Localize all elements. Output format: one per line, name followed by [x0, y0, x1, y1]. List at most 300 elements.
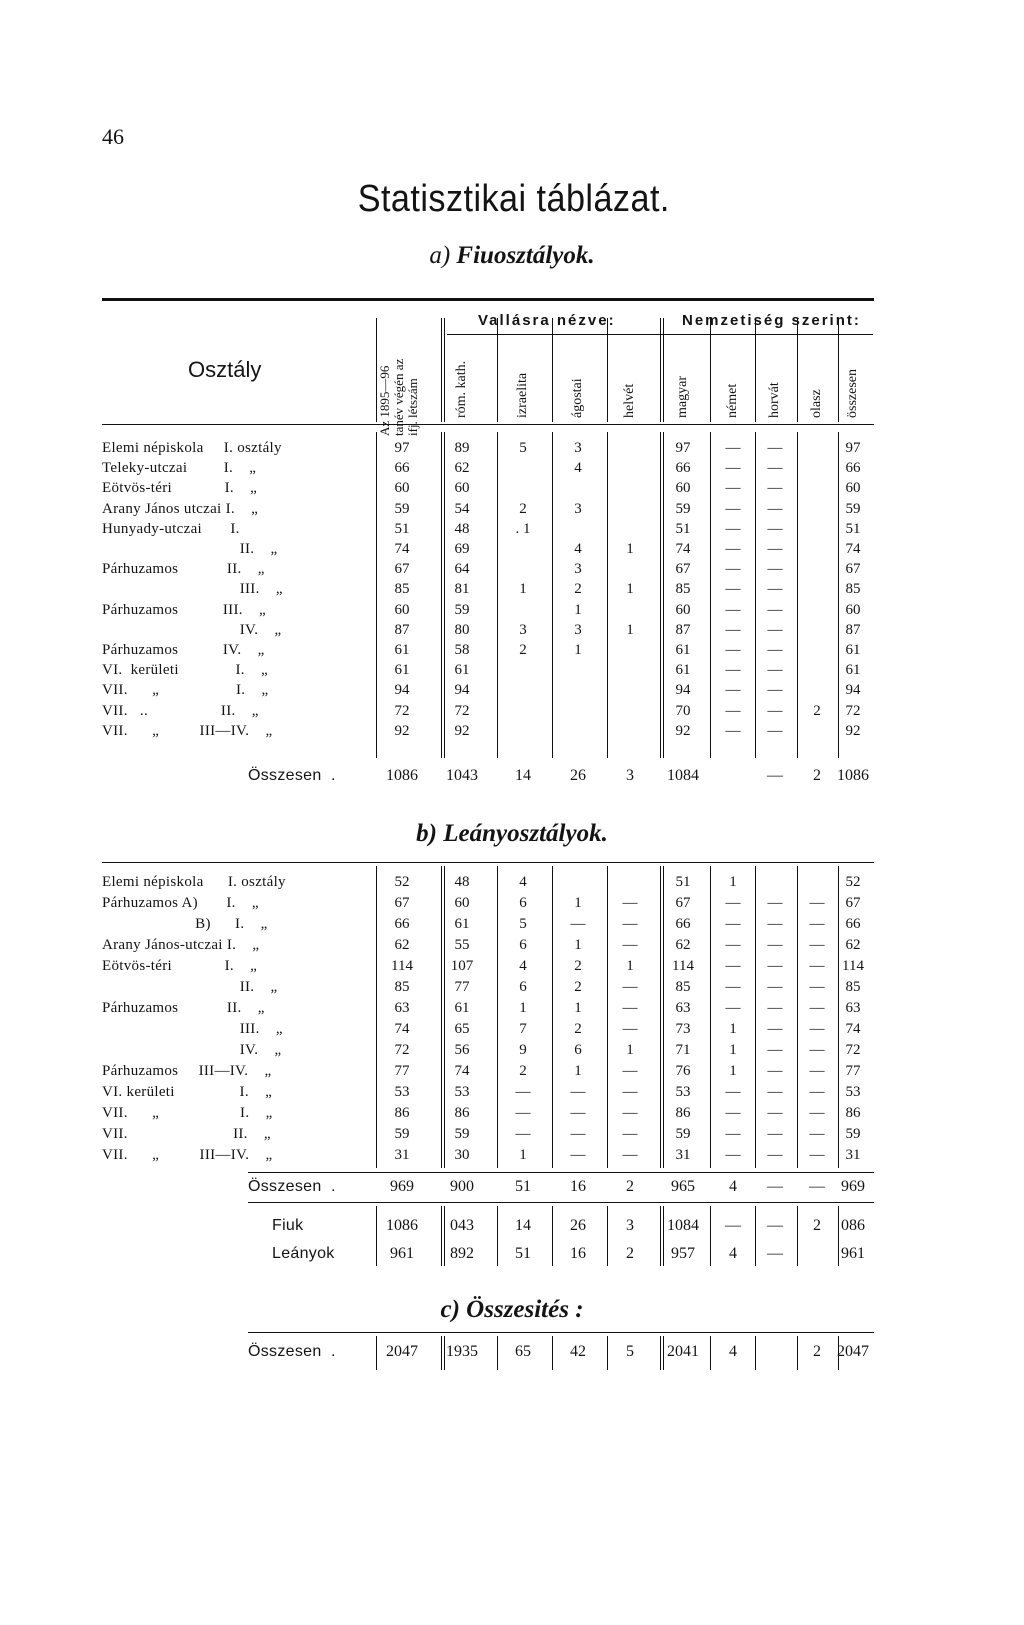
- cell-value: 61: [394, 642, 410, 658]
- cell-value: —: [767, 1063, 783, 1079]
- row-label: VII. „ III—IV. „: [102, 722, 273, 739]
- cell-value: 14: [515, 767, 531, 784]
- cell-value: 2: [519, 1063, 527, 1079]
- cell-value: —: [622, 895, 638, 911]
- cell-value: —: [570, 1147, 586, 1163]
- header-col-5: német: [725, 383, 740, 418]
- cell-value: 72: [845, 702, 861, 719]
- cell-value: 77: [394, 1063, 410, 1079]
- cell-value: 70: [675, 702, 691, 719]
- cell-value: 60: [675, 480, 691, 497]
- cell-value: 66: [675, 460, 691, 477]
- row-label: Hunyady-utczai I.: [102, 520, 240, 537]
- cell-value: 1935: [446, 1343, 478, 1360]
- table-row: [0, 519, 1024, 539]
- table-row: [0, 478, 1024, 498]
- cell-value: 2: [574, 958, 582, 974]
- cell-value: —: [725, 440, 741, 456]
- header-col-4: magyar: [675, 376, 690, 418]
- cell-value: 61: [454, 916, 470, 932]
- table-row: [0, 977, 1024, 997]
- header-separator: [376, 318, 377, 422]
- cell-value: 64: [454, 561, 470, 578]
- cell-value: 85: [394, 581, 410, 598]
- cell-value: —: [622, 1105, 638, 1121]
- cell-value: —: [622, 937, 638, 953]
- cell-value: 969: [841, 1178, 865, 1195]
- row-label: Elemi népiskola I. osztály: [102, 874, 286, 890]
- cell-value: —: [622, 1147, 638, 1163]
- girls-total-rule: [248, 1172, 874, 1173]
- cell-value: 30: [454, 1147, 470, 1163]
- cell-value: 9: [519, 1042, 527, 1058]
- cell-value: 67: [675, 895, 691, 911]
- cell-value: 59: [454, 601, 470, 618]
- cell-value: 63: [394, 1000, 410, 1016]
- cell-value: 67: [845, 895, 861, 911]
- cell-value: —: [767, 480, 783, 497]
- table-row: [0, 721, 1024, 741]
- cell-value: 87: [675, 621, 691, 638]
- row-label: Elemi népiskola I. osztály: [102, 440, 282, 456]
- table-row: [0, 893, 1024, 913]
- cell-value: —: [515, 1105, 531, 1121]
- cell-value: —: [767, 979, 783, 995]
- cell-value: 55: [454, 937, 470, 953]
- cell-value: 85: [845, 581, 861, 598]
- cell-value: 114: [391, 958, 413, 974]
- cell-value: —: [809, 895, 825, 911]
- cell-value: —: [725, 500, 741, 517]
- table-row: [0, 600, 1024, 620]
- header-enrollment-line: tanév végén az: [391, 358, 406, 436]
- cell-value: 48: [454, 874, 470, 890]
- cell-value: 53: [394, 1084, 410, 1100]
- cell-value: 94: [394, 682, 410, 699]
- header-enrollment-line: Az 1895—96: [377, 365, 392, 436]
- cell-value: 51: [515, 1245, 531, 1262]
- cell-value: 92: [845, 722, 861, 739]
- cell-value: —: [809, 1084, 825, 1100]
- row-label: III. „: [102, 1021, 283, 1037]
- cell-value: 86: [454, 1105, 470, 1121]
- row-label: Eötvös-téri I. „: [102, 480, 258, 497]
- cell-value: 26: [570, 767, 586, 784]
- cell-value: 4: [574, 460, 582, 477]
- cell-value: —: [809, 1000, 825, 1016]
- cell-value: 66: [845, 460, 861, 477]
- table-row: [0, 1019, 1024, 1039]
- cell-value: —: [725, 460, 741, 477]
- page-number: 46: [102, 124, 124, 149]
- cell-value: —: [767, 621, 783, 638]
- cell-value: 51: [394, 520, 410, 537]
- cell-value: —: [767, 895, 783, 911]
- cell-value: 62: [675, 937, 691, 953]
- row-label: Összesen .: [248, 1343, 336, 1360]
- cell-value: 043: [450, 1217, 474, 1234]
- table-row: [0, 660, 1024, 680]
- cell-value: —: [725, 1084, 741, 1100]
- cell-value: 2047: [386, 1343, 418, 1360]
- section-c-heading: [0, 1296, 1024, 1324]
- row-label: VII. „ III—IV. „: [102, 1147, 273, 1163]
- cell-value: 51: [675, 874, 691, 890]
- cell-value: —: [809, 1178, 825, 1195]
- cell-value: —: [767, 561, 783, 578]
- cell-value: 72: [394, 702, 410, 719]
- table-row: [0, 1244, 1024, 1264]
- cell-value: 16: [570, 1178, 586, 1195]
- cell-value: 1: [574, 1000, 582, 1016]
- cell-value: —: [725, 895, 741, 911]
- cell-value: 86: [675, 1105, 691, 1121]
- cell-value: 16: [570, 1245, 586, 1262]
- cell-value: —: [809, 937, 825, 953]
- cell-value: 31: [675, 1147, 691, 1163]
- cell-value: 1: [729, 1063, 737, 1079]
- row-label: VII. „ I. „: [102, 682, 269, 699]
- cell-value: 6: [519, 979, 527, 995]
- cell-value: 86: [394, 1105, 410, 1121]
- cell-value: —: [725, 1000, 741, 1016]
- cell-value: —: [725, 702, 741, 719]
- cell-value: 086: [841, 1217, 865, 1234]
- header-col-1: izraelita: [515, 372, 530, 418]
- row-label: VI. kerületi I. „: [102, 662, 268, 679]
- cell-value: 61: [675, 662, 691, 679]
- cell-value: 60: [454, 895, 470, 911]
- table-row: [0, 499, 1024, 519]
- table-row: [0, 1103, 1024, 1123]
- cell-value: 85: [394, 979, 410, 995]
- cell-value: 1: [729, 874, 737, 890]
- cell-value: 1: [626, 621, 634, 638]
- cell-value: —: [725, 722, 741, 739]
- cell-value: 53: [675, 1084, 691, 1100]
- cell-value: 92: [675, 722, 691, 739]
- section-a-letter: a): [429, 242, 451, 269]
- cell-value: —: [570, 1105, 586, 1121]
- table-row: [0, 701, 1024, 721]
- cell-value: 1043: [446, 767, 478, 784]
- cell-value: 1: [574, 895, 582, 911]
- header-nationality-group: Nemzetiség szerint:: [682, 312, 861, 329]
- cell-value: 2: [574, 1021, 582, 1037]
- cell-value: 62: [845, 937, 861, 953]
- cell-value: 2041: [667, 1343, 699, 1360]
- row-label: Fiuk: [272, 1217, 304, 1234]
- cell-value: 2: [813, 1217, 821, 1234]
- table-row: [0, 680, 1024, 700]
- cell-value: —: [767, 1000, 783, 1016]
- cell-value: 94: [845, 682, 861, 699]
- cell-value: 5: [626, 1343, 634, 1360]
- table-row: [0, 998, 1024, 1018]
- cell-value: —: [725, 642, 741, 658]
- header-col-7: olasz: [809, 389, 824, 418]
- cell-value: —: [767, 642, 783, 658]
- cell-value: —: [725, 480, 741, 497]
- cell-value: 59: [394, 500, 410, 517]
- cell-value: 53: [454, 1084, 470, 1100]
- cell-value: 60: [454, 480, 470, 497]
- cell-value: 4: [519, 874, 527, 890]
- cell-value: 66: [394, 460, 410, 477]
- cell-value: 73: [675, 1021, 691, 1037]
- cell-value: 58: [454, 642, 470, 658]
- cell-value: 1: [626, 958, 634, 974]
- row-label: Leányok: [272, 1245, 335, 1262]
- cell-value: 1: [626, 581, 634, 598]
- row-label: Arany János-utczai I. „: [102, 937, 260, 953]
- cell-value: 60: [675, 601, 691, 618]
- cell-value: 5: [519, 440, 527, 456]
- row-label: Összesen .: [248, 767, 336, 784]
- cell-value: —: [767, 682, 783, 699]
- cell-value: 2: [813, 702, 821, 719]
- cell-value: —: [725, 1217, 741, 1234]
- table-row: [0, 579, 1024, 599]
- cell-value: 1: [519, 581, 527, 598]
- header-group-rule: [447, 334, 873, 335]
- cell-value: —: [725, 682, 741, 699]
- cell-value: —: [622, 1126, 638, 1142]
- cell-value: 1: [574, 937, 582, 953]
- cell-value: 3: [574, 500, 582, 517]
- section-b-title: Leányosztályok.: [443, 820, 608, 847]
- cell-value: 892: [450, 1245, 474, 1262]
- cell-value: 1: [574, 601, 582, 618]
- row-label: Összesen .: [248, 1178, 336, 1195]
- cell-value: —: [622, 1021, 638, 1037]
- section-b-heading: [0, 820, 1024, 848]
- cell-value: 59: [675, 500, 691, 517]
- table-row: [0, 1216, 1024, 1236]
- row-label: II. „: [102, 541, 278, 557]
- header-osztaly: Osztály: [188, 357, 262, 382]
- cell-value: 69: [454, 541, 470, 557]
- table-row: [0, 458, 1024, 478]
- cell-value: 1086: [386, 1217, 418, 1234]
- cell-value: —: [767, 702, 783, 719]
- cell-value: 60: [845, 480, 861, 497]
- cell-value: 74: [454, 1063, 470, 1079]
- cell-value: 52: [394, 874, 410, 890]
- cell-value: 62: [394, 937, 410, 953]
- cell-value: —: [767, 1217, 783, 1234]
- table-row: [0, 914, 1024, 934]
- cell-value: 48: [454, 520, 470, 537]
- cell-value: 87: [394, 621, 410, 638]
- cell-value: 74: [845, 541, 861, 557]
- cell-value: 1084: [667, 1217, 699, 1234]
- cell-value: —: [767, 1021, 783, 1037]
- cell-value: 66: [394, 916, 410, 932]
- cell-value: 2: [813, 767, 821, 784]
- cell-value: 66: [675, 916, 691, 932]
- cell-value: 1: [519, 1147, 527, 1163]
- cell-value: 74: [845, 1021, 861, 1037]
- cell-value: —: [767, 1084, 783, 1100]
- cell-value: 97: [394, 440, 410, 456]
- cell-value: 59: [675, 1126, 691, 1142]
- cell-value: —: [622, 1084, 638, 1100]
- cell-value: 969: [390, 1178, 414, 1195]
- cell-value: 2: [813, 1343, 821, 1360]
- cell-value: 6: [574, 1042, 582, 1058]
- cell-value: —: [570, 1126, 586, 1142]
- cell-value: 94: [675, 682, 691, 699]
- row-label: Párhuzamos II. „: [102, 1000, 265, 1016]
- row-label: VII. II. „: [102, 1126, 271, 1142]
- cell-value: 60: [394, 601, 410, 618]
- cell-value: —: [767, 520, 783, 537]
- cell-value: —: [809, 1042, 825, 1058]
- cell-value: 71: [675, 1042, 691, 1058]
- cell-value: —: [725, 520, 741, 537]
- table-row: [0, 438, 1024, 458]
- cell-value: 77: [454, 979, 470, 995]
- cell-value: 61: [454, 1000, 470, 1016]
- header-col-6: horvát: [767, 382, 782, 418]
- cell-value: 7: [519, 1021, 527, 1037]
- cell-value: —: [809, 1126, 825, 1142]
- row-label: Párhuzamos A) I. „: [102, 895, 259, 911]
- cell-value: 67: [675, 561, 691, 578]
- table-row: [0, 1177, 1024, 1197]
- cell-value: —: [725, 1105, 741, 1121]
- cell-value: 900: [450, 1178, 474, 1195]
- cell-value: 4: [729, 1245, 737, 1262]
- cell-value: —: [725, 541, 741, 557]
- cell-value: —: [725, 958, 741, 974]
- row-label: VII. .. II. „: [102, 702, 259, 719]
- cell-value: —: [809, 1021, 825, 1037]
- cell-value: 60: [845, 601, 861, 618]
- cell-value: —: [622, 979, 638, 995]
- cell-value: 56: [454, 1042, 470, 1058]
- cell-value: 3: [574, 561, 582, 578]
- cell-value: 26: [570, 1217, 586, 1234]
- cell-value: 5: [519, 916, 527, 932]
- cell-value: —: [767, 1042, 783, 1058]
- row-label: III. „: [102, 581, 283, 598]
- table-row: [0, 1040, 1024, 1060]
- cell-value: —: [622, 1063, 638, 1079]
- cell-value: 89: [454, 440, 470, 456]
- row-label: Párhuzamos III. „: [102, 601, 266, 618]
- table-row: [0, 640, 1024, 660]
- table-row: [0, 1061, 1024, 1081]
- cell-value: 1: [519, 1000, 527, 1016]
- cell-value: —: [725, 581, 741, 598]
- header-top-rule: [102, 298, 874, 301]
- cell-value: 1: [574, 642, 582, 658]
- cell-value: 65: [454, 1021, 470, 1037]
- cell-value: 1: [729, 1042, 737, 1058]
- cell-value: 31: [845, 1147, 861, 1163]
- row-label: Arany János utczai I. „: [102, 500, 259, 517]
- cell-value: 1: [729, 1021, 737, 1037]
- row-label: Párhuzamos III—IV. „: [102, 1063, 272, 1079]
- table-row: [0, 1145, 1024, 1165]
- cell-value: 94: [454, 682, 470, 699]
- header-bottom-rule: [102, 424, 874, 425]
- cell-value: —: [767, 460, 783, 477]
- cell-value: —: [570, 1084, 586, 1100]
- row-label: Párhuzamos IV. „: [102, 642, 265, 658]
- cell-value: —: [725, 937, 741, 953]
- row-label: IV. „: [102, 1042, 282, 1058]
- cell-value: 31: [394, 1147, 410, 1163]
- cell-value: 107: [450, 958, 474, 974]
- header-col-3: helvét: [622, 383, 637, 418]
- cell-value: 3: [626, 767, 634, 784]
- cell-value: 114: [672, 958, 694, 974]
- cell-value: 4: [729, 1178, 737, 1195]
- cell-value: 67: [394, 895, 410, 911]
- cell-value: —: [809, 916, 825, 932]
- cell-value: 1084: [667, 767, 699, 784]
- cell-value: 61: [675, 642, 691, 658]
- cell-value: 85: [675, 581, 691, 598]
- cell-value: 4: [729, 1343, 737, 1360]
- cell-value: 42: [570, 1343, 586, 1360]
- row-label: Eötvös-téri I. „: [102, 958, 258, 974]
- cell-value: 63: [845, 1000, 861, 1016]
- cell-value: 961: [390, 1245, 414, 1262]
- cell-value: 61: [845, 662, 861, 679]
- cell-value: 72: [394, 1042, 410, 1058]
- row-label: IV. „: [102, 621, 282, 638]
- cell-value: 67: [845, 561, 861, 578]
- row-label: II. „: [102, 979, 278, 995]
- cell-value: —: [725, 916, 741, 932]
- cell-value: —: [809, 979, 825, 995]
- cell-value: 1: [574, 1063, 582, 1079]
- cell-value: 51: [515, 1178, 531, 1195]
- section-b-letter: b): [416, 820, 437, 847]
- cell-value: 59: [845, 500, 861, 517]
- cell-value: —: [622, 1000, 638, 1016]
- cell-value: 4: [574, 541, 582, 557]
- cell-value: —: [767, 1126, 783, 1142]
- table-row: [0, 620, 1024, 640]
- cell-value: 2047: [837, 1343, 869, 1360]
- cell-value: —: [809, 958, 825, 974]
- cell-value: 74: [675, 541, 691, 557]
- cell-value: —: [725, 621, 741, 638]
- cell-value: 92: [454, 722, 470, 739]
- header-col-2: ágostai: [570, 378, 585, 418]
- section-c-title: Összesités :: [466, 1296, 584, 1323]
- row-label: VII. „ I. „: [102, 1105, 273, 1121]
- cell-value: —: [809, 1147, 825, 1163]
- section-c-letter: c): [440, 1296, 460, 1323]
- header-enrollment-line: ifj. létszám: [405, 378, 420, 436]
- cell-value: 2: [519, 500, 527, 517]
- cell-value: 97: [845, 440, 861, 456]
- cell-value: 87: [845, 621, 861, 638]
- cell-value: 51: [845, 520, 861, 537]
- header-religion-group: Vallásra nézve:: [478, 312, 616, 329]
- cell-value: 65: [515, 1343, 531, 1360]
- cell-value: 77: [845, 1063, 861, 1079]
- cell-value: 3: [519, 621, 527, 638]
- table-row: [0, 956, 1024, 976]
- cell-value: 72: [845, 1042, 861, 1058]
